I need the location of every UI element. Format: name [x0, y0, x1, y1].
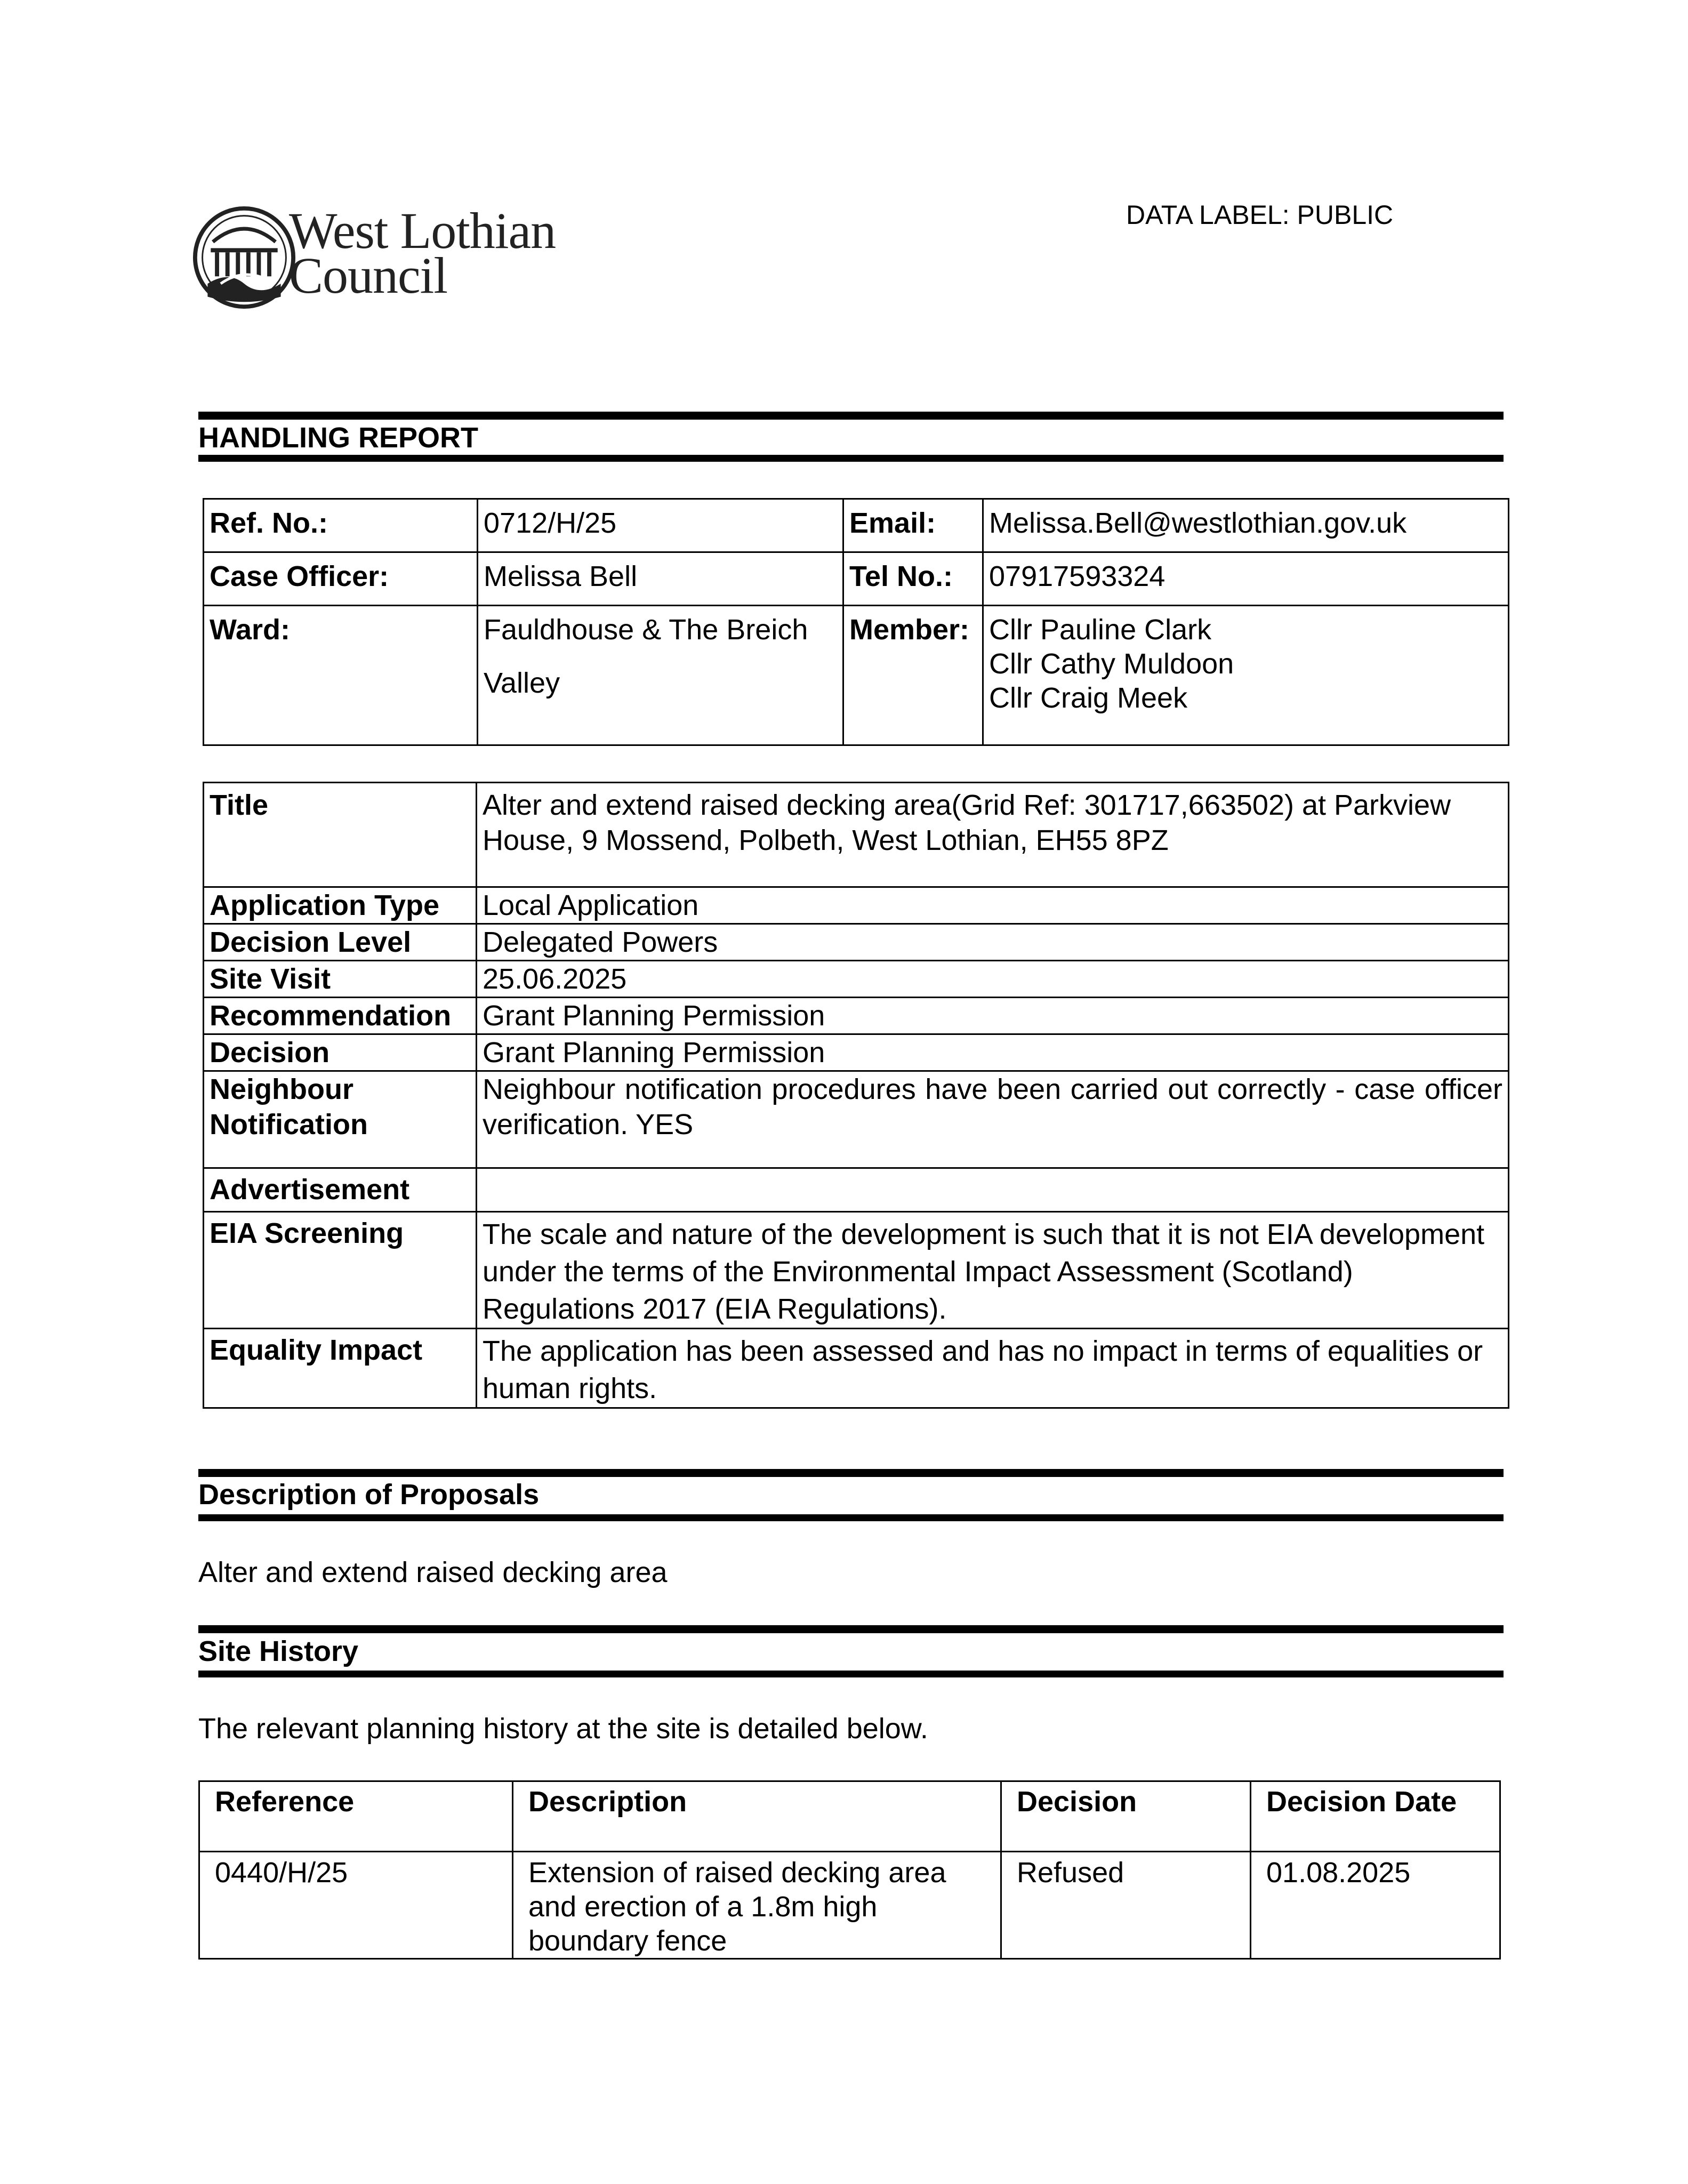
data-label: DATA LABEL: PUBLIC: [1126, 200, 1394, 230]
site-history-table: [198, 1780, 1501, 1960]
section-rule-top: [198, 1625, 1504, 1633]
history-date: 01.08.2025: [1251, 1852, 1500, 1959]
site-visit-value: 25.06.2025: [477, 961, 1509, 998]
application-type-label: Application Type: [204, 887, 477, 924]
ward-value: Fauldhouse & The Breich Valley: [484, 614, 808, 699]
ward-label: Ward:: [204, 606, 478, 745]
column-header-description: Description: [513, 1781, 1001, 1852]
site-visit-label: Site Visit: [204, 961, 477, 998]
decision-value: Grant Planning Permission: [477, 1034, 1509, 1071]
case-info-table: [203, 498, 1509, 746]
application-details-table: [203, 782, 1509, 1409]
council-logo: [192, 202, 576, 312]
equality-impact-label: Equality Impact: [204, 1329, 477, 1408]
logo-line2: Council: [289, 247, 447, 304]
officer-label: Case Officer:: [204, 552, 478, 606]
column-header-decision-date: Decision Date: [1251, 1781, 1500, 1852]
member-list: [983, 606, 1509, 745]
ward-cell: [478, 606, 843, 745]
email-label: Email:: [843, 499, 983, 552]
council-emblem-icon: [192, 205, 296, 310]
neighbour-notification-value: Neighbour notification procedures have been carried out correctly - case officer verification. YES: [483, 1073, 1502, 1141]
officer-value: Melissa Bell: [478, 552, 843, 606]
email-value: Melissa.Bell@westlothian.gov.uk: [983, 499, 1509, 552]
neighbour-notification-cell: [477, 1071, 1509, 1168]
table-row: [199, 1852, 1500, 1959]
column-header-decision: Decision: [1001, 1781, 1251, 1852]
council-wordmark: [289, 202, 556, 304]
equality-impact-value: The application has been assessed and has no impact in terms of equalities or human rights.: [477, 1329, 1509, 1408]
history-description: Extension of raised decking area and erection of a 1.8m high boundary fence: [513, 1852, 1001, 1959]
recommendation-label: Recommendation: [204, 998, 477, 1034]
advertisement-label: Advertisement: [204, 1168, 477, 1212]
section-rule-top: [198, 1469, 1504, 1477]
application-type-value: Local Application: [477, 887, 1509, 924]
decision-level-label: Decision Level: [204, 924, 477, 961]
decision-label: Decision: [204, 1034, 477, 1071]
eia-screening-value: The scale and nature of the development is such that it is not EIA development under the terms of the Environmental Impact Assessment (Scotland) Regulations 2017 (EIA Regulations).: [477, 1212, 1509, 1329]
report-title: HANDLING REPORT: [198, 422, 478, 454]
logo-line1: West Lothian: [289, 202, 556, 259]
section-rule-top: [198, 412, 1504, 420]
title-label: Title: [204, 783, 477, 887]
tel-value: 07917593324: [983, 552, 1509, 606]
member-name: Cllr Craig Meek: [989, 682, 1188, 714]
site-history-heading: Site History: [198, 1635, 359, 1667]
history-reference: 0440/H/25: [199, 1852, 513, 1959]
eia-screening-label: EIA Screening: [204, 1212, 477, 1329]
site-history-intro: The relevant planning history at the site is detailed below.: [198, 1713, 928, 1745]
ref-label: Ref. No.:: [204, 499, 478, 552]
ref-value: 0712/H/25: [478, 499, 843, 552]
column-header-reference: Reference: [199, 1781, 513, 1852]
section-rule-bottom: [198, 455, 1504, 462]
history-decision: Refused: [1001, 1852, 1251, 1959]
tel-label: Tel No.:: [843, 552, 983, 606]
neighbour-notification-label: Neighbour Notification: [204, 1071, 477, 1168]
member-name: Cllr Pauline Clark: [989, 614, 1212, 646]
section-rule-bottom: [198, 1671, 1504, 1677]
proposals-text: Alter and extend raised decking area: [198, 1556, 668, 1588]
recommendation-value: Grant Planning Permission: [477, 998, 1509, 1034]
advertisement-value: [477, 1168, 1509, 1212]
member-name: Cllr Cathy Muldoon: [989, 648, 1234, 680]
title-value: Alter and extend raised decking area(Grid Ref: 301717,663502) at Parkview House, 9 Mossend, Polbeth, West Lothian, EH55 8PZ: [477, 783, 1509, 887]
section-rule-bottom: [198, 1514, 1504, 1521]
member-label: Member:: [843, 606, 983, 745]
proposals-heading: Description of Proposals: [198, 1479, 540, 1511]
decision-level-value: Delegated Powers: [477, 924, 1509, 961]
